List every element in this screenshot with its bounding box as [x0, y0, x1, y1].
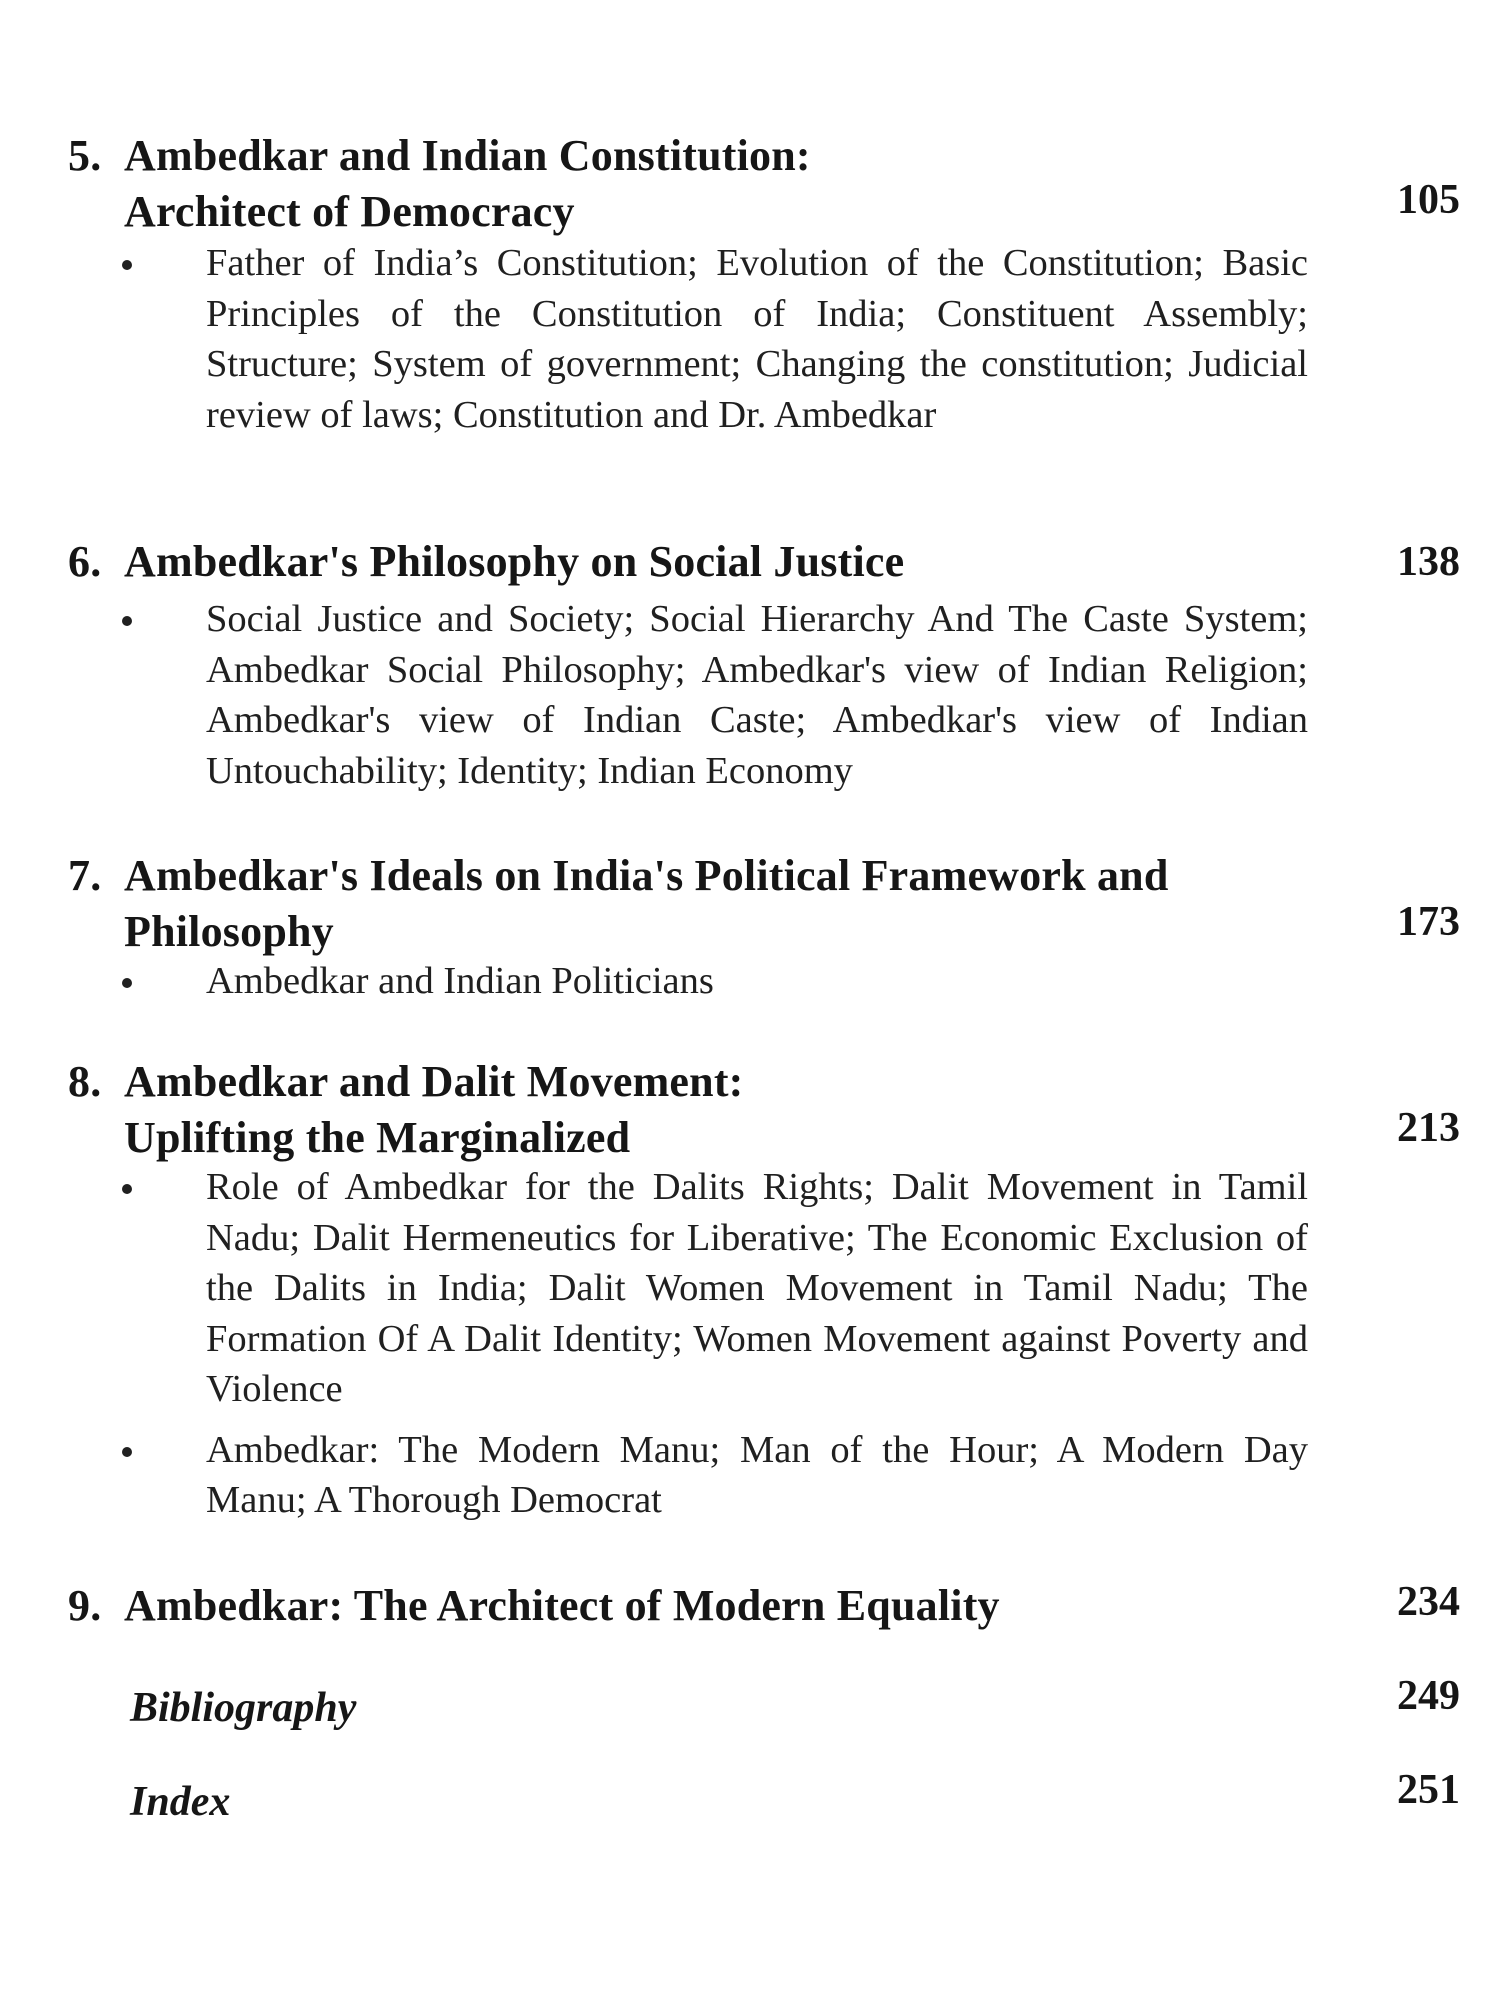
chapter-topic-text: Ambedkar: The Modern Manu; Man of the Hour; A Modern Day Manu; A Thorough Democrat: [206, 1428, 1308, 1521]
back-matter-title[interactable]: Index: [130, 1779, 231, 1825]
back-matter-title[interactable]: Bibliography: [130, 1685, 357, 1731]
chapter-topics-list: [118, 594, 1308, 802]
bullet-icon: [122, 616, 132, 626]
chapter-title[interactable]: [68, 534, 904, 590]
chapter-page-number: 173: [1397, 899, 1460, 945]
back-matter-page-number: 249: [1397, 1673, 1460, 1719]
chapter-page-number: 105: [1397, 177, 1460, 223]
chapter-topic: [118, 956, 1308, 1007]
chapter-title[interactable]: [68, 1578, 1000, 1634]
chapter-number: 7.: [68, 851, 102, 900]
chapter-topic: [118, 238, 1308, 440]
chapter-title-line2: Philosophy: [124, 907, 334, 956]
chapter-topics-list: [118, 238, 1308, 446]
bullet-icon: [122, 1447, 132, 1457]
chapter-title-line2: Architect of Democracy: [124, 187, 575, 236]
chapter-title[interactable]: [68, 848, 1169, 960]
chapter-topic-text: Ambedkar and Indian Politicians: [206, 960, 714, 1002]
chapter-title-line1: Ambedkar and Indian Constitution:: [124, 131, 811, 180]
chapter-title-line1: Ambedkar: The Architect of Modern Equality: [124, 1581, 1000, 1630]
chapter-topics-list: [118, 956, 1308, 1013]
back-matter-page-number: 251: [1397, 1767, 1460, 1813]
chapter-title[interactable]: [68, 128, 811, 240]
chapter-page-number: 234: [1397, 1579, 1460, 1625]
chapter-topic: [118, 1425, 1308, 1526]
chapter-number: 8.: [68, 1057, 102, 1106]
chapter-title-line1: Ambedkar's Philosophy on Social Justice: [124, 537, 905, 586]
chapter-page-number: 213: [1397, 1105, 1460, 1151]
chapter-topic-text: Social Justice and Society; Social Hierarchy And The Caste System; Ambedkar Social Philosophy; Ambedkar's view of Indian Religion; Ambedkar's view of Indian Caste; Ambedkar's view of Indian Untouchability; Identity; Indian Economy: [206, 598, 1308, 792]
chapter-topics-list: [118, 1162, 1308, 1532]
bullet-icon: [122, 978, 132, 988]
chapter-number: 9.: [68, 1581, 102, 1630]
chapter-topic-text: Father of India’s Constitution; Evolution of the Constitution; Basic Principles of the Constitution of India; Constituent Assembly; Structure; System of government; Changing the constitution; Judicial review of laws; Constitution and Dr. Ambedkar: [206, 242, 1308, 436]
chapter-number: 6.: [68, 537, 102, 586]
chapter-title-line2: Uplifting the Marginalized: [124, 1113, 631, 1162]
chapter-topic: [118, 594, 1308, 796]
chapter-title-line1: Ambedkar and Dalit Movement:: [124, 1057, 744, 1106]
chapter-title[interactable]: [68, 1054, 744, 1166]
chapter-number: 5.: [68, 131, 102, 180]
chapter-title-line1: Ambedkar's Ideals on India's Political Framework and: [124, 851, 1169, 900]
chapter-topic-text: Role of Ambedkar for the Dalits Rights; Dalit Movement in Tamil Nadu; Dalit Hermeneutics for Liberative; The Economic Exclusion of the Dalits in India; Dalit Women Movement in Tamil Nadu; The Formation Of A Dalit Identity; Women Movement against Poverty and Violence: [206, 1166, 1308, 1410]
bullet-icon: [122, 1184, 132, 1194]
chapter-page-number: 138: [1397, 539, 1460, 585]
chapter-topic: [118, 1162, 1308, 1415]
bullet-icon: [122, 260, 132, 270]
